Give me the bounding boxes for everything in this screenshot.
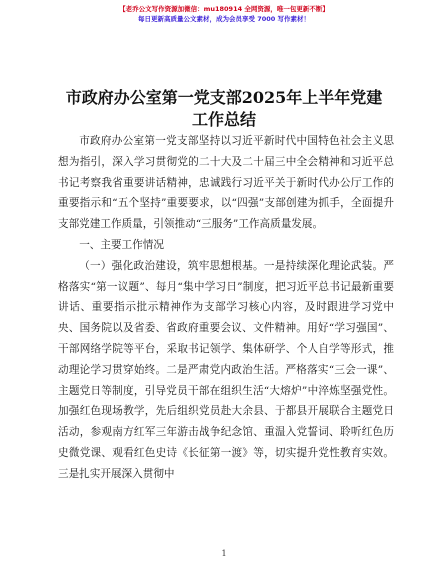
promo-banner [0,4,448,24]
page-number: 1 [221,549,227,558]
promo-banner-line-1: 【老乔公文写作资源加微信：mu180914 全网资源，唯一包更新不断】 [119,5,329,13]
body-paragraph: （一）强化政治建设，筑牢思想根基。一是持续深化理论武装。严格落实“第一议题”、每月“集中学习日”制度，把习近平总书记最新重要讲话、重要指示批示精神作为支部学习核心内容，及时跟进学习党中央、国务院以及省委、省政府重要会议、文件精神。用好“学习强国”、干部网络学院等平台，采取书记领学、集体研学、个人自学等形式，推动理论学习贯穿始终。二是严肃党内政治生活。严格落实“三会一课”、主题党日等制度，引导党员干部在组织生活“大熔炉”中淬炼坚强党性。加强红色现场教学，先后组织党员赴大余县、于都县开展联合主题党日活动，参观南方红军三年游击战争纪念馆、重温入党誓词、聆听红色历史微党课、观看红色史诗《长征第一渡》等，切实提升党性教育实效。三是扎实开展深入贯彻中 [58,259,394,480]
promo-banner-line-2: 每日更新高质量公文素材，成为会员享受 7000 写作素材！ [137,15,311,23]
document-body [58,131,394,485]
document-title: 市政府办公室第一党支部2025年上半年党建工作总结 [65,88,383,129]
intro-paragraph: 市政府办公室第一党支部坚持以习近平新时代中国特色社会主义思想为指引，深入学习贯彻党的二十大及二十届三中全会精神和习近平总书记考察我省重要讲话精神，忠诚践行习近平关于新时代办公厅工作的重要指示和“五个坚持”重要要求，以“四强”支部创建为抓手，全面提升支部党建工作质量，引领推动“三服务”工作高质量发展。 [58,135,394,231]
section-heading: 一、主要工作情况 [79,238,164,251]
